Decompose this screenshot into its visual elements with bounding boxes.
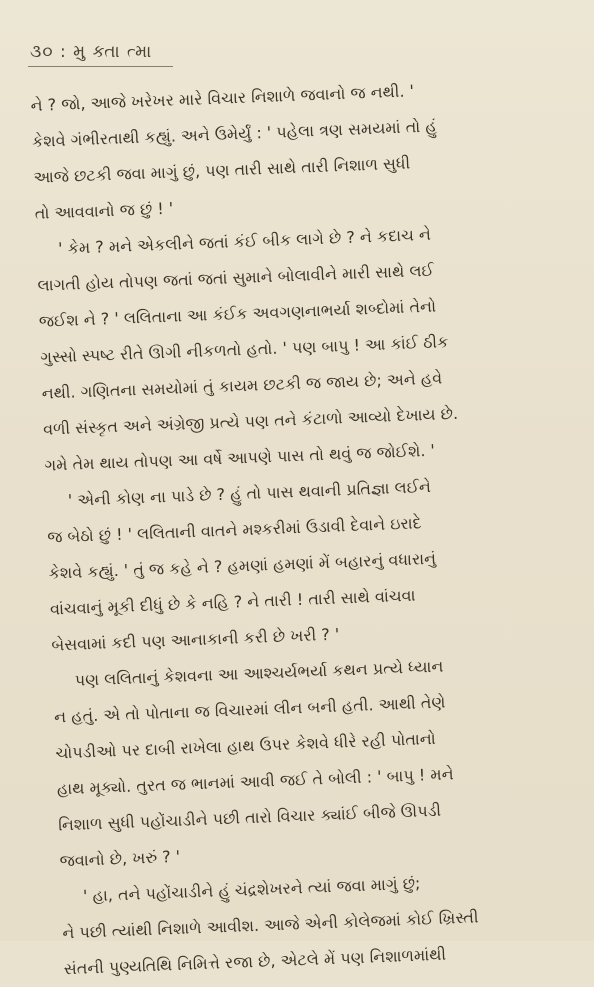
- text-line: ગુસ્સો સ્પષ્ટ રીતે ઊગી નીકળતો હતો. ' પણ બાપુ ! આ કાંઈ ઠીક: [39, 332, 449, 367]
- text-line: ' કેમ ? મને એકલીને જતાં કંઈ બીક લાગે છે ? ને કદાચ ને: [57, 224, 432, 259]
- text-line: સંતની પુણ્યતિથિ નિમિત્તે રજા છે, એટલે મેં પણ નિશાળમાંથી: [63, 944, 447, 979]
- text-line: ગમે તેમ થાય તોપણ આ વર્ષે આપણે પાસ તો થવું જ જોઈશે. ': [44, 440, 436, 475]
- text-line: નિશાળ સુધી પહોંચાડીને પછી તારો વિચાર ક્યાંઈ બીજે ઊપડી: [57, 800, 442, 835]
- body-text: [30, 67, 594, 987]
- text-line: વાંચવાનું મૂકી દીધું છે કે નહિ ? ને તારી ! તારી સાથે વાંચવા: [49, 585, 416, 619]
- text-line: જવાનો છે, ખરું ? ': [59, 846, 181, 871]
- text-line: તો આવવાનો જ છું ! ': [34, 198, 174, 223]
- text-line: કેશવે કહ્યું. ' તું જ કહે ને ? હમણાં હમણાં મેં બહારનું વધારાનું: [48, 548, 437, 583]
- text-line: વળી સંસ્કૃત અને અંગ્રેજી પ્રત્યે પણ તને કંટાળો આવ્યો દેખાય છે.: [42, 403, 459, 439]
- text-line: ને ? જો, આજે ખરેખર મારે વિચાર નિશાળે જવાનો જ નથી. ': [30, 81, 415, 115]
- text-line: બેસવામાં કદી પણ આનાકાની કરી છે ખરી ? ': [51, 624, 340, 655]
- text-line: લાગતી હોય તોપણ જતાં જતાં સુમાને બોલાવીને મારી સાથે લઈ: [37, 260, 435, 295]
- text-line: આજે છટકી જવા માગું છું, પણ તારી સાથે તારી નિશાળ સુધી: [33, 153, 411, 187]
- text-line: હાથ મૂક્યો. તુરત જ ભાનમાં આવી જઈ તે બોલી : ' બાપુ ! મને: [56, 764, 454, 799]
- text-line: ન હતું. એ તો પોતાના જ વિચારમાં લીન બની હતી. આથી તેણે: [53, 692, 446, 727]
- text-line: જઈશ ને ? ' લલિતાના આ કંઈક અવગણનાભર્યા શબ્દોમાં તેનો: [38, 296, 437, 331]
- text-line: ' હા, તને પહોંચાડીને હું ચંદ્રશેખરને ત્યાં જવા માગું છું;: [82, 873, 421, 906]
- text-line: ' એની કોણ ના પાડે છે ? હું તો પાસ થવાની પ્રતિજ્ઞા લઈને: [67, 476, 432, 510]
- text-line: નથી. ગણિતના સમયોમાં તું કાયમ છટકી જ જાય છે; અને હવે: [41, 368, 443, 403]
- page-header: ૩૦ : મુ ક્તા ત્મા: [30, 42, 153, 62]
- text-line: પણ લલિતાનું કેશવના આ આશ્ચર્યભર્યા કથન પ્રત્યે ધ્યાન: [74, 656, 444, 690]
- header-underline: [28, 66, 173, 67]
- text-line: ને પછી ત્યાંથી નિશાળે આવીશ. આજે એની કોલેજમાં કોઈ ખ્રિસ્તી: [62, 907, 479, 943]
- text-line: ચોપડીઓ પર દાબી રાખેલા હાથ ઉપર કેશવે ધીરે રહી પોતાનો: [55, 728, 437, 763]
- text-line: કેશવે ગંભીરતાથી કહ્યું. અને ઉમેર્યું : ' પહેલા ત્રણ સમયમાં તો હું: [31, 116, 438, 151]
- text-line: જ બેઠો છું ! ' લલિતાની વાતને મશ્કરીમાં ઉડાવી દેવાને ઇરાદે: [46, 513, 422, 547]
